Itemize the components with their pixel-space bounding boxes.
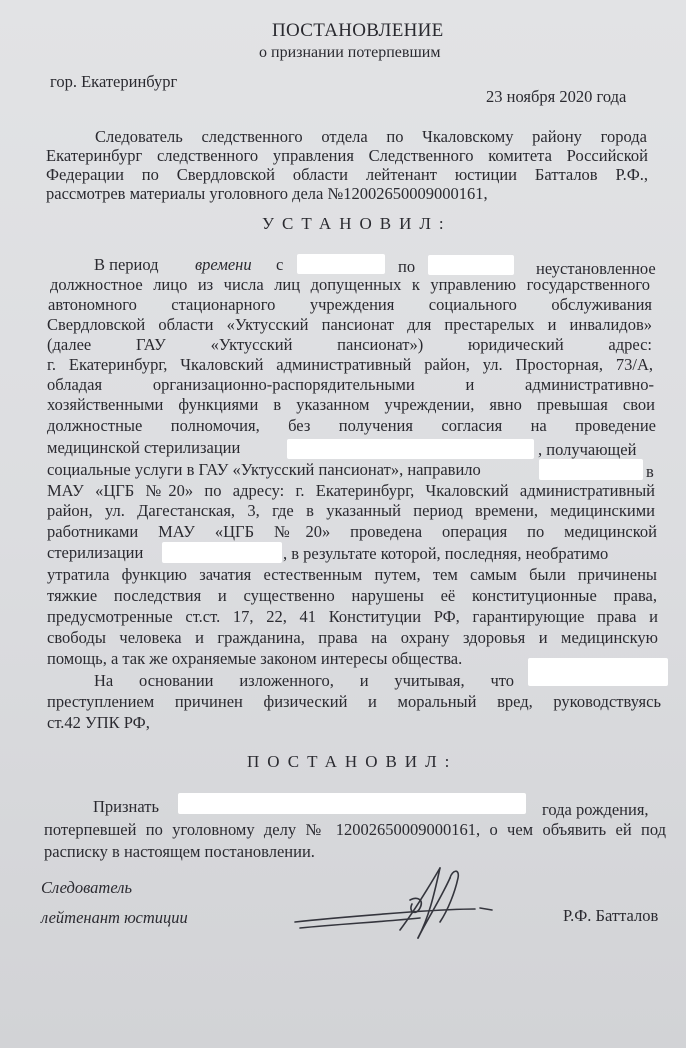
body-text: МАУ «ЦГБ №20» по адресу: г. Екатеринбург, Чкаловский административный — [47, 481, 655, 500]
doc-subtitle: о признании потерпевшим — [259, 44, 441, 61]
body-text: хозяйственными функциями в указанном учреждении, явно превышая свои — [47, 395, 655, 414]
body-text: социальные услуги в ГАУ «Уктусский пансионат», направило — [47, 460, 481, 479]
resolution-text: расписку в настоящем постановлении. — [44, 842, 315, 861]
body-text: работниками МАУ «ЦГБ №20» проведена операция по медицинской — [47, 522, 657, 541]
intro-line: Следователь следственного отдела по Чкаловскому району города — [95, 127, 647, 146]
body-text: обладая организационно-распорядительными и административно- — [47, 375, 654, 394]
intro-line: Федерации по Свердловской области лейтенант юстиции Батталов Р.Ф., — [46, 165, 648, 184]
signatory-name: Р.Ф. Батталов — [563, 906, 659, 925]
signatory-role: Следователь — [41, 878, 132, 897]
body-text: помощь, а так же охраняемые законом интересы общества. — [47, 649, 463, 668]
redaction-block — [287, 439, 534, 459]
handwritten-signature — [290, 860, 500, 950]
doc-title: ПОСТАНОВЛЕНИЕ — [272, 20, 444, 41]
body-text: район, ул. Дагестанская, 3, где в указанный период времени, медицинскими — [47, 501, 655, 520]
body-text: неустановленное — [536, 259, 656, 278]
section-heading-established: УСТАНОВИЛ: — [262, 214, 452, 233]
body-text: времени — [195, 255, 252, 274]
body-text: ст.42 УПК РФ, — [47, 713, 150, 732]
body-text: должностные полномочия, без получения согласия на проведение — [47, 416, 656, 435]
body-text: по — [398, 257, 416, 276]
redaction-block — [539, 459, 643, 480]
body-text: с — [276, 255, 284, 274]
body-text: преступлением причинен физический и моральный вред, руководствуясь — [47, 692, 661, 711]
resolution-text: года рождения, — [542, 800, 649, 819]
city: гор. Екатеринбург — [50, 72, 178, 91]
body-text: свободы человека и гражданина, права на охрану здоровья и медицинскую — [47, 628, 658, 647]
body-text: автономного стационарного учреждения социального обслуживания — [48, 295, 652, 314]
resolution-text: потерпевшей по уголовному делу № 12002650009000161, о чем объявить ей под — [44, 820, 666, 839]
body-text: , получающей — [538, 440, 637, 459]
body-text: г. Екатеринбург, Чкаловский административный район, ул. Просторная, 73/А, — [47, 355, 653, 374]
body-text: тяжкие последствия и существенно нарушены её конституционные права, — [47, 586, 657, 605]
intro-line: рассмотрев материалы уголовного дела №12002650009000161, — [46, 184, 488, 203]
body-text: , в результате которой, последняя, необратимо — [283, 544, 609, 563]
body-text: медицинской стерилизации — [47, 438, 241, 457]
resolution-text: Признать — [93, 797, 159, 816]
intro-line: Екатеринбург следственного управления Следственного комитета Российской — [46, 146, 648, 165]
body-text: стерилизации — [47, 543, 144, 562]
signatory-rank: лейтенант юстиции — [41, 908, 188, 927]
body-text: предусмотренные ст.ст. 17, 22, 41 Конституции РФ, гарантирующие права и — [47, 607, 658, 626]
redaction-block — [178, 793, 526, 814]
body-text: должностное лицо из числа лиц допущенных к управлению государственного — [50, 275, 650, 294]
body-text: На основании изложенного, и учитывая, что — [94, 671, 514, 690]
body-text: В период — [94, 255, 159, 274]
redaction-block — [428, 255, 514, 275]
redaction-block — [528, 658, 668, 686]
document-date: 23 ноября 2020 года — [486, 87, 627, 106]
section-heading-resolved: ПОСТАНОВИЛ: — [247, 752, 458, 771]
body-text: утратила функцию зачатия естественным путем, тем самым были причинены — [47, 565, 657, 584]
body-text: Свердловской области «Уктусский пансионат для престарелых и инвалидов» — [47, 315, 652, 334]
redaction-block — [162, 542, 282, 563]
body-text: (далее ГАУ «Уктусский пансионат») юридический адрес: — [47, 335, 652, 354]
redaction-block — [297, 254, 385, 274]
body-text: в — [646, 462, 654, 481]
